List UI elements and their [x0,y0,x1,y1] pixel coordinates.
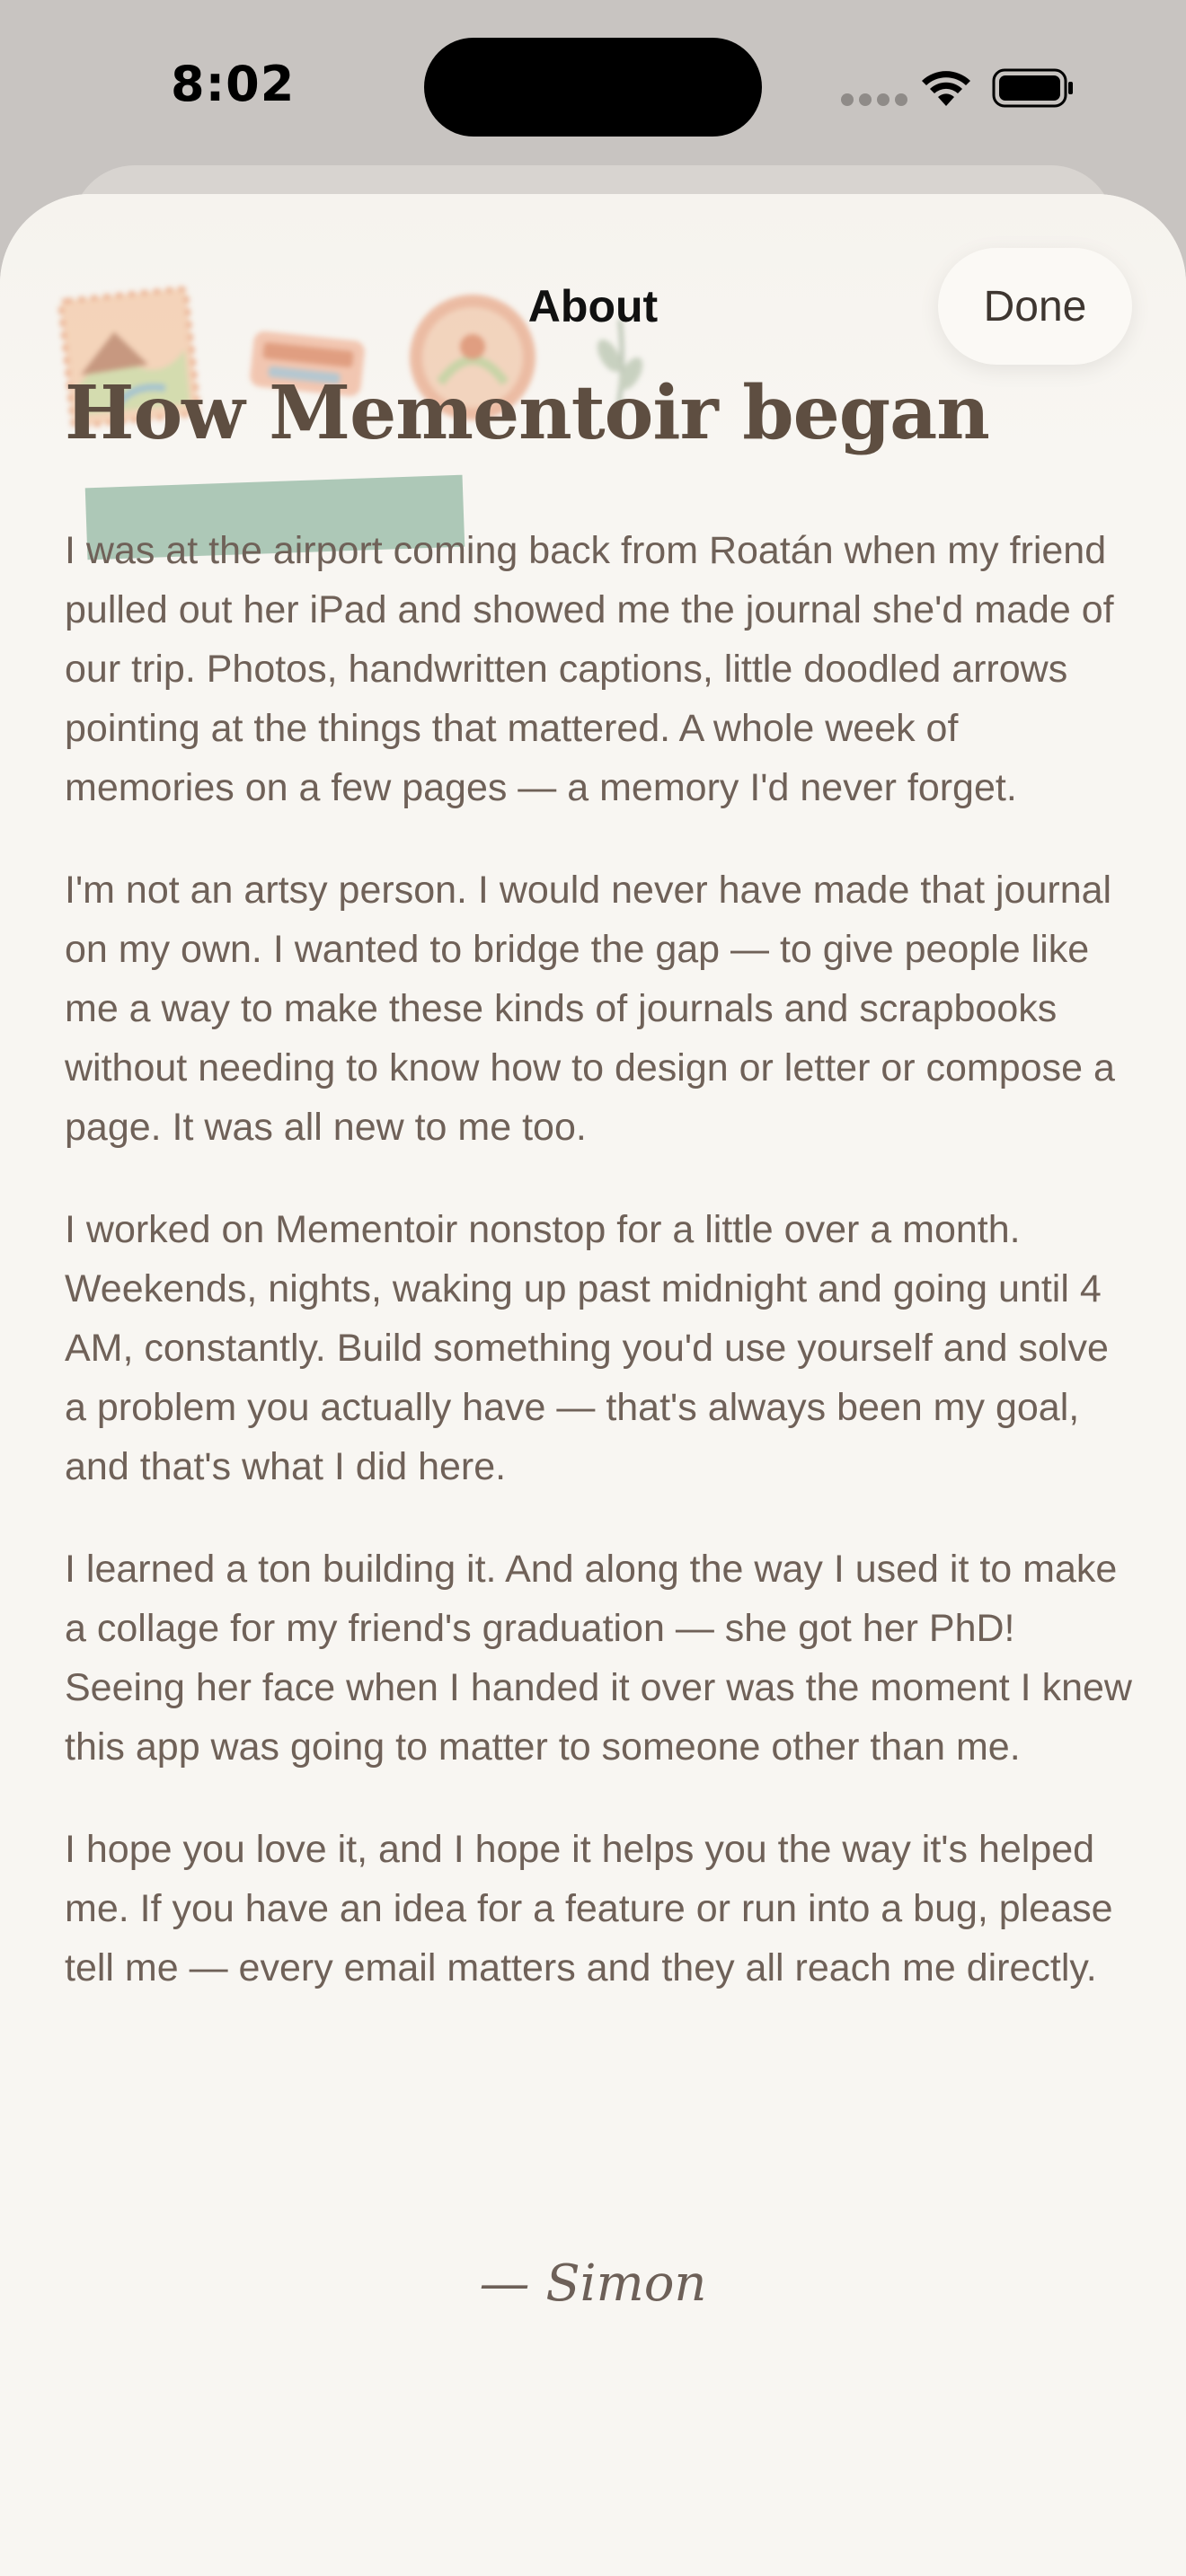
wifi-icon [918,65,974,108]
story-paragraph: I hope you love it, and I hope it helps you the way it's helped me. If you have an idea for a feature or run into a bug, please tell me — every email matters and they all reach me directly. [65,1828,1113,1989]
status-time: 8:02 [171,56,296,112]
story-paragraph: I was at the airport coming back from Roatán when my friend pulled out her iPad and showed me the journal she'd made of our trip. Photos, handwritten captions, little doodled arrows pointing at the things that mattered. A whole week of memories on a few pages — a memory I'd never forget. [65,529,1114,809]
battery-icon [992,68,1075,108]
nav-title: About [527,281,659,331]
story-paragraph: I learned a ton building it. And along the way I used it to make a collage for my friend's graduation — she got her PhD! Seeing her face when I handed it over was the moment I knew this app was going to matter to someone other than me. [65,1548,1132,1769]
story-paragraph: I worked on Mementoir nonstop for a little over a month. Weekends, nights, waking up past midnight and going until 4 AM, constantly. Build something you'd use yourself and solve a problem you actually have — that's always been my goal, and that's what I did here. [65,1208,1109,1488]
done-button[interactable]: Done [938,248,1132,365]
status-bar [0,0,1186,171]
story-paragraph: I'm not an artsy person. I would never have made that journal on my own. I wanted to bridge the gap — to give people like me a way to make these kinds of journals and scrapbooks without needing to know how to design or letter or compose a page. It was all new to me too. [65,869,1115,1149]
signature: — Simon [479,2254,707,2313]
story-body [65,521,1134,2041]
page-title: How Mementoir began [65,370,989,456]
dynamic-island [424,38,762,137]
cellular-signal-icon [841,93,907,106]
